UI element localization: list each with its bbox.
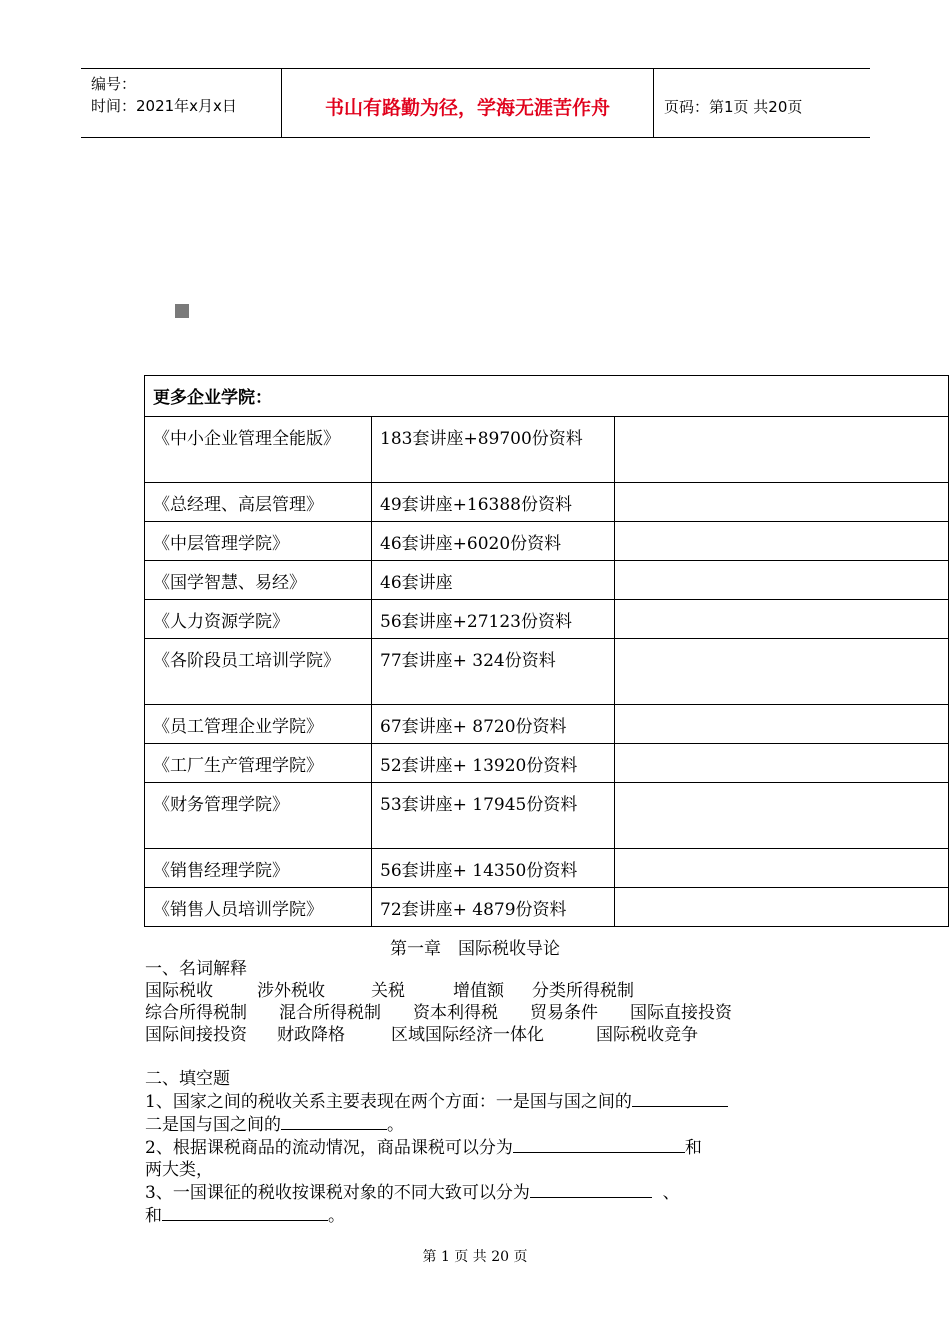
- course-row: [145, 417, 949, 483]
- term: 国际税收: [145, 981, 213, 1001]
- term: 增值额: [453, 981, 504, 1001]
- terms-line-1: [145, 980, 825, 1002]
- question-1-line-2: 二是国与国之间的 。: [145, 1115, 404, 1135]
- course-name: 《总经理、高层管理》: [145, 483, 372, 522]
- course-desc: 49套讲座+16388份资料: [372, 483, 615, 522]
- term: 区域国际经济一体化: [391, 1025, 544, 1045]
- course-empty-cell: [615, 483, 949, 522]
- course-name: 《销售人员培训学院》: [145, 888, 372, 927]
- course-desc: 183套讲座+89700份资料: [372, 417, 615, 483]
- course-name: 《各阶段员工培训学院》: [145, 639, 372, 705]
- course-empty-cell: [615, 783, 949, 849]
- question-2-line-2: 两大类，: [145, 1160, 213, 1180]
- term: 财政降格: [277, 1025, 345, 1045]
- answer-blank[interactable]: [162, 1204, 328, 1221]
- course-empty-cell: [615, 522, 949, 561]
- term: 资本利得税: [413, 1003, 498, 1023]
- question-3-line-2: 和 。: [145, 1206, 345, 1226]
- course-empty-cell: [615, 849, 949, 888]
- answer-blank[interactable]: [530, 1181, 652, 1198]
- course-empty-cell: [615, 600, 949, 639]
- course-desc: 52套讲座+ 13920份资料: [372, 744, 615, 783]
- course-name: 《中小企业管理全能版》: [145, 417, 372, 483]
- answer-blank[interactable]: [632, 1090, 728, 1107]
- section2-heading: 二、填空题: [145, 1069, 230, 1089]
- course-name: 《中层管理学院》: [145, 522, 372, 561]
- course-row: [145, 783, 949, 849]
- question-1-line-1: 1、国家之间的税收关系主要表现在两个方面：一是国与国之间的: [145, 1090, 825, 1113]
- terms-line-3: [145, 1024, 825, 1046]
- answer-blank[interactable]: [513, 1136, 685, 1153]
- term: 国际直接投资: [630, 1003, 732, 1023]
- page-header: [81, 68, 870, 138]
- terms-line-2: [145, 1002, 825, 1024]
- course-name: 《工厂生产管理学院》: [145, 744, 372, 783]
- square-bullet-icon: [175, 304, 189, 318]
- header-motto: 书山有路勤为径，学海无涯苦作舟: [282, 69, 654, 137]
- course-name: 《国学智慧、易经》: [145, 561, 372, 600]
- term: 贸易条件: [530, 1003, 598, 1023]
- course-desc: 77套讲座+ 324份资料: [372, 639, 615, 705]
- course-empty-cell: [615, 639, 949, 705]
- term: 分类所得税制: [532, 981, 634, 1001]
- chapter-title: 第一章 国际税收导论: [390, 939, 560, 959]
- course-row: [145, 888, 949, 927]
- exercise-body: [145, 958, 825, 1227]
- header-page-info: 页码：第1页 共20页: [664, 97, 803, 116]
- section1-heading: 一、名词解释: [145, 959, 247, 979]
- course-desc: 72套讲座+ 4879份资料: [372, 888, 615, 927]
- term: 综合所得税制: [145, 1003, 247, 1023]
- term: 涉外税收: [257, 981, 325, 1001]
- course-empty-cell: [615, 561, 949, 600]
- course-name: 《员工管理企业学院》: [145, 705, 372, 744]
- course-name: 《人力资源学院》: [145, 600, 372, 639]
- course-empty-cell: [615, 888, 949, 927]
- term: 混合所得税制: [279, 1003, 381, 1023]
- course-row: [145, 561, 949, 600]
- document-time-label: 时间：2021年x月x日: [91, 97, 237, 115]
- document-number-label: 编号：: [91, 75, 137, 93]
- course-name: 《销售经理学院》: [145, 849, 372, 888]
- page-footer: 第 1 页 共 20 页: [422, 1249, 528, 1265]
- courses-table-title: 更多企业学院：: [145, 376, 949, 417]
- term: 关税: [371, 981, 405, 1001]
- course-desc: 53套讲座+ 17945份资料: [372, 783, 615, 849]
- course-row: [145, 849, 949, 888]
- course-row: [145, 744, 949, 783]
- course-desc: 46套讲座+6020份资料: [372, 522, 615, 561]
- question-3-line-1: 3、一国课征的税收按课税对象的不同大致可以分为 、: [145, 1183, 680, 1203]
- course-row: [145, 522, 949, 561]
- course-empty-cell: [615, 705, 949, 744]
- courses-table-header: [145, 376, 949, 417]
- course-name: 《财务管理学院》: [145, 783, 372, 849]
- course-desc: 56套讲座+ 14350份资料: [372, 849, 615, 888]
- course-row: [145, 600, 949, 639]
- course-empty-cell: [615, 417, 949, 483]
- term: 国际间接投资: [145, 1025, 247, 1045]
- course-row: [145, 483, 949, 522]
- course-empty-cell: [615, 744, 949, 783]
- course-row: [145, 705, 949, 744]
- header-meta: [81, 69, 282, 137]
- term: 国际税收竞争: [596, 1025, 698, 1045]
- question-2-line-1: 2、根据课税商品的流动情况，商品课税可以分为 和: [145, 1138, 702, 1158]
- courses-table: [144, 375, 949, 927]
- course-desc: 67套讲座+ 8720份资料: [372, 705, 615, 744]
- answer-blank[interactable]: [281, 1113, 387, 1130]
- course-row: [145, 639, 949, 705]
- course-desc: 56套讲座+27123份资料: [372, 600, 615, 639]
- course-desc: 46套讲座: [372, 561, 615, 600]
